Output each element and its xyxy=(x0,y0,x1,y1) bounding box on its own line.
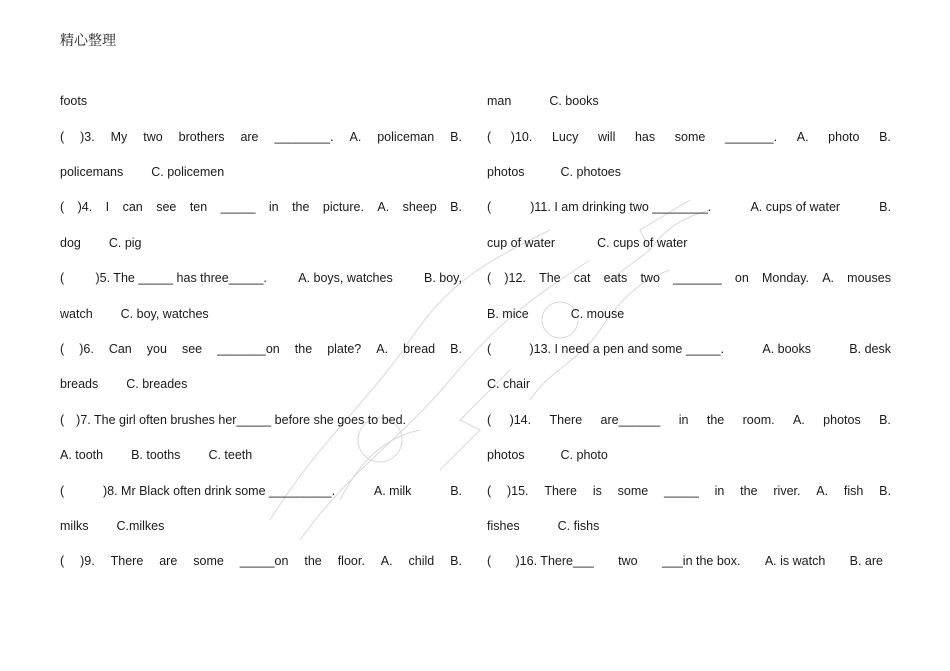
question-11: ( )11. I am drinking two ________. A. cups of water B. xyxy=(487,200,891,214)
question-11-options: cup of water C. cups of water xyxy=(487,236,688,250)
question-15-options: fishes C. fishs xyxy=(487,519,600,533)
question-16: ( )16. There___ two ___in the box. A. is watch B. are xyxy=(487,554,883,568)
question-12: ( )12. The cat eats two _______ on Monday. A. mouses xyxy=(487,271,891,285)
question-6: ( )6. Can you see _______on the plate? A. bread B. xyxy=(60,342,462,356)
question-4-options: dog C. pig xyxy=(60,236,142,250)
question-4: ( )4. I can see ten _____ in the picture. A. sheep B. xyxy=(60,200,462,214)
question-5: ( )5. The _____ has three_____. A. boys, watches B. boy, xyxy=(60,271,462,285)
question-12-options: B. mice C. mouse xyxy=(487,307,625,321)
question-8: ( )8. Mr Black often drink some _________. A. milk B. xyxy=(60,484,462,498)
question-14-options: photos C. photo xyxy=(487,448,608,462)
question-13-options: C. chair xyxy=(487,377,531,391)
question-7: ( )7. The girl often brushes her_____ before she goes to bed. xyxy=(60,413,407,427)
question-3-options: policemans C. policemen xyxy=(60,165,225,179)
question-5-options: watch C. boy, watches xyxy=(60,307,209,321)
question-7-options: A. tooth B. tooths C. teeth xyxy=(60,448,253,462)
question-6-options: breads C. breades xyxy=(60,377,188,391)
question-3: ( )3. My two brothers are ________. A. policeman B. xyxy=(60,130,462,144)
question-10-options: photos C. photoes xyxy=(487,165,621,179)
question-9-options: man C. books xyxy=(487,94,599,108)
question-8-options: milks C.milkes xyxy=(60,519,165,533)
question-14: ( )14. There are______ in the room. A. photos B. xyxy=(487,413,891,427)
question-10: ( )10. Lucy will has some _______. A. photo B. xyxy=(487,130,891,144)
question-9: ( )9. There are some _____on the floor. A. child B. xyxy=(60,554,462,568)
left-line-1: foots xyxy=(60,94,88,108)
page-header: 精心整理 xyxy=(60,33,116,49)
question-13: ( )13. I need a pen and some _____. A. books B. desk xyxy=(487,342,891,356)
question-15: ( )15. There is some _____ in the river. A. fish B. xyxy=(487,484,891,498)
